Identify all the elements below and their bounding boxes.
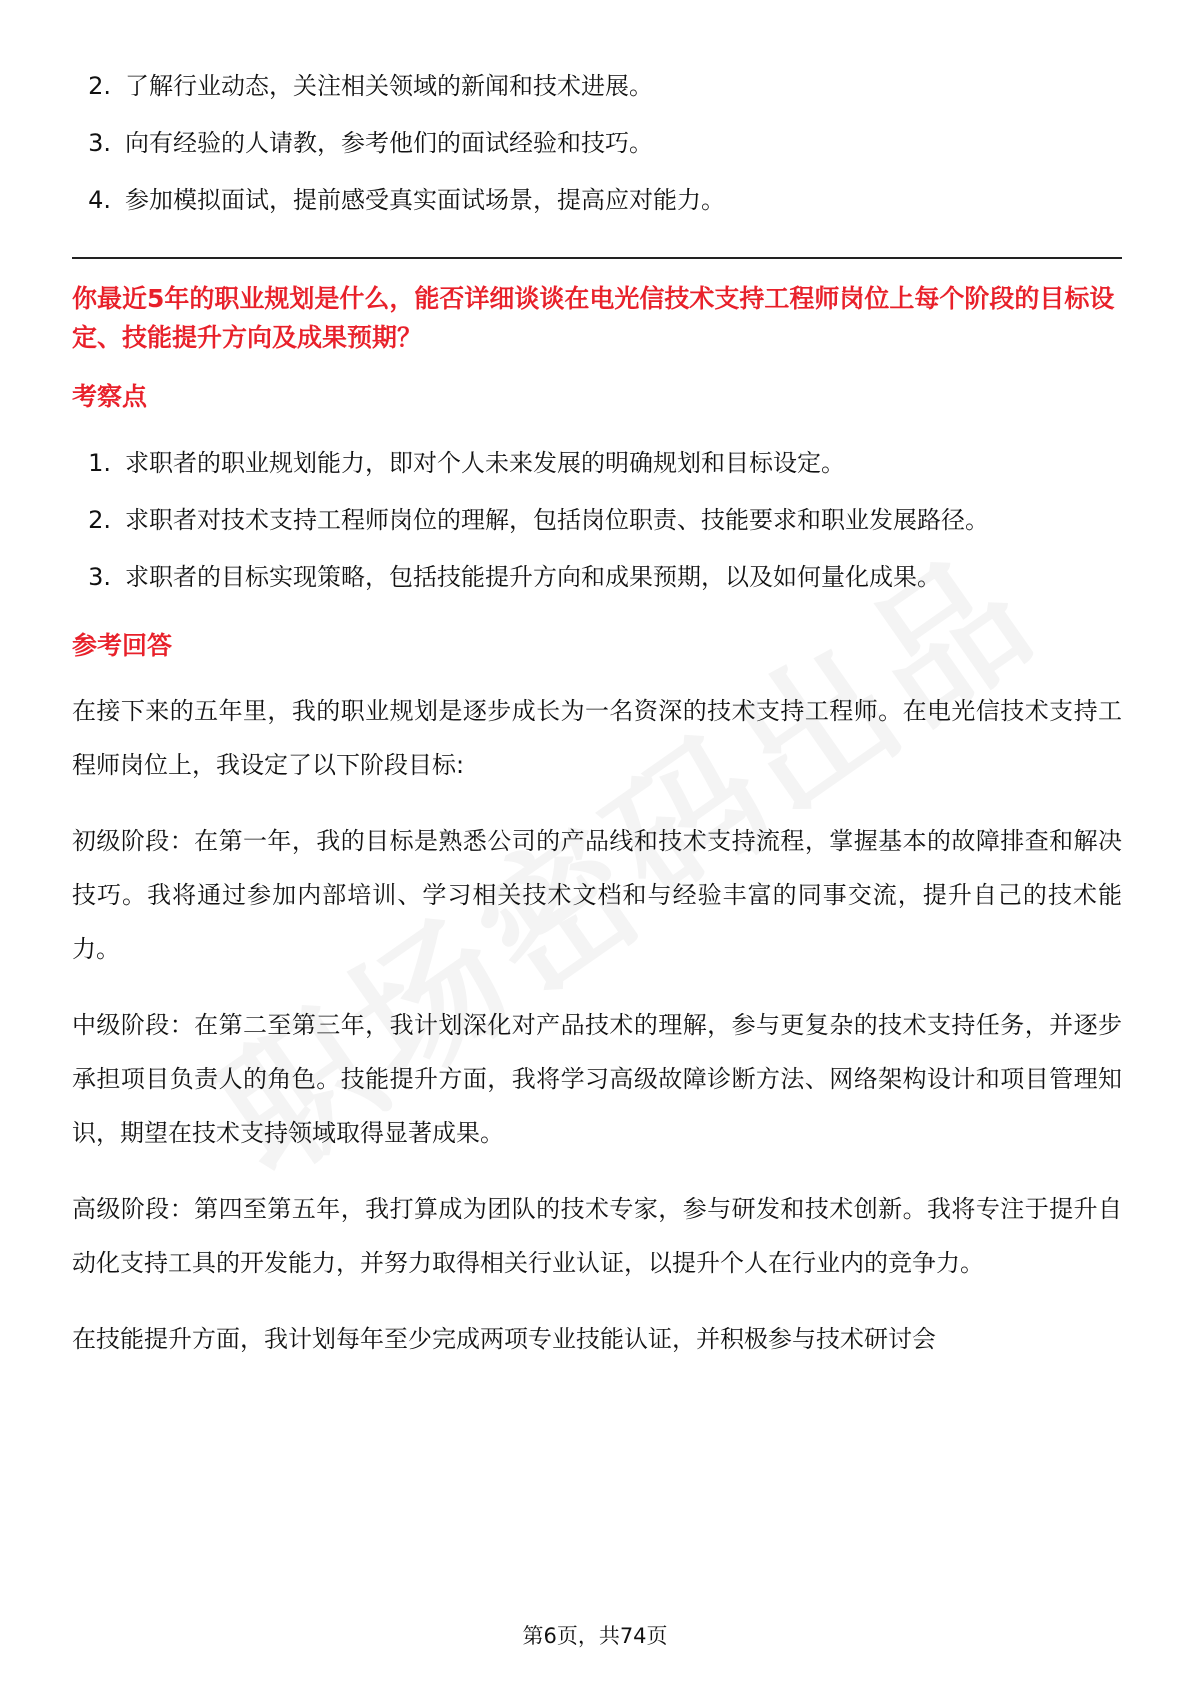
list-text: 参加模拟面试，提前感受真实面试场景，提高应对能力。 (125, 186, 725, 214)
answer-paragraph: 初级阶段：在第一年，我的目标是熟悉公司的产品线和技术支持流程，掌握基本的故障排查和解决技巧。我将通过参加内部培训、学习相关技术文档和与经验丰富的同事交流，提升自己的技术能力。 (72, 827, 1122, 963)
list-number: 2. (88, 506, 111, 534)
list-number: 3. (88, 563, 111, 591)
tips-list (72, 58, 1122, 229)
answer-paragraph: 在技能提升方面，我计划每年至少完成两项专业技能认证，并积极参与技术研讨会 (72, 1325, 936, 1353)
exam-points-heading: 考察点 (72, 382, 148, 411)
list-text: 求职者的目标实现策略，包括技能提升方向和成果预期，以及如何量化成果。 (125, 563, 941, 591)
exam-points-list (72, 435, 1122, 606)
list-item (72, 435, 1122, 492)
list-item (72, 115, 1122, 172)
list-text: 求职者的职业规划能力，即对个人未来发展的明确规划和目标设定。 (125, 449, 845, 477)
list-item (72, 549, 1122, 606)
list-item (72, 172, 1122, 229)
answer-paragraph: 中级阶段：在第二至第三年，我计划深化对产品技术的理解，参与更复杂的技术支持任务，并逐步承担项目负责人的角色。技能提升方面，我将学习高级故障诊断方法、网络架构设计和项目管理知识，期望在技术支持领域取得显著成果。 (72, 1011, 1122, 1147)
list-item (72, 492, 1122, 549)
list-number: 1. (88, 449, 111, 477)
list-number: 4. (88, 186, 111, 214)
list-number: 3. (88, 129, 111, 157)
list-text: 向有经验的人请教，参考他们的面试经验和技巧。 (125, 129, 653, 157)
list-text: 求职者对技术支持工程师岗位的理解，包括岗位职责、技能要求和职业发展路径。 (125, 506, 989, 534)
reference-answer-heading: 参考回答 (72, 631, 173, 660)
list-item (72, 58, 1122, 115)
page-footer: 第6页，共74页 (522, 1624, 668, 1648)
interview-question: 你最近5年的职业规划是什么，能否详细谈谈在电光信技术支持工程师岗位上每个阶段的目标设定、技能提升方向及成果预期？ (72, 284, 1115, 352)
answer-paragraph: 高级阶段：第四至第五年，我打算成为团队的技术专家，参与研发和技术创新。我将专注于提升自动化支持工具的开发能力，并努力取得相关行业认证，以提升个人在行业内的竞争力。 (72, 1195, 1122, 1277)
page-content (72, 58, 1122, 1388)
section-divider (72, 257, 1122, 259)
list-text: 了解行业动态，关注相关领域的新闻和技术进展。 (125, 72, 653, 100)
answer-paragraph: 在接下来的五年里，我的职业规划是逐步成长为一名资深的技术支持工程师。在电光信技术支持工程师岗位上，我设定了以下阶段目标: (72, 697, 1122, 779)
list-number: 2. (88, 72, 111, 100)
